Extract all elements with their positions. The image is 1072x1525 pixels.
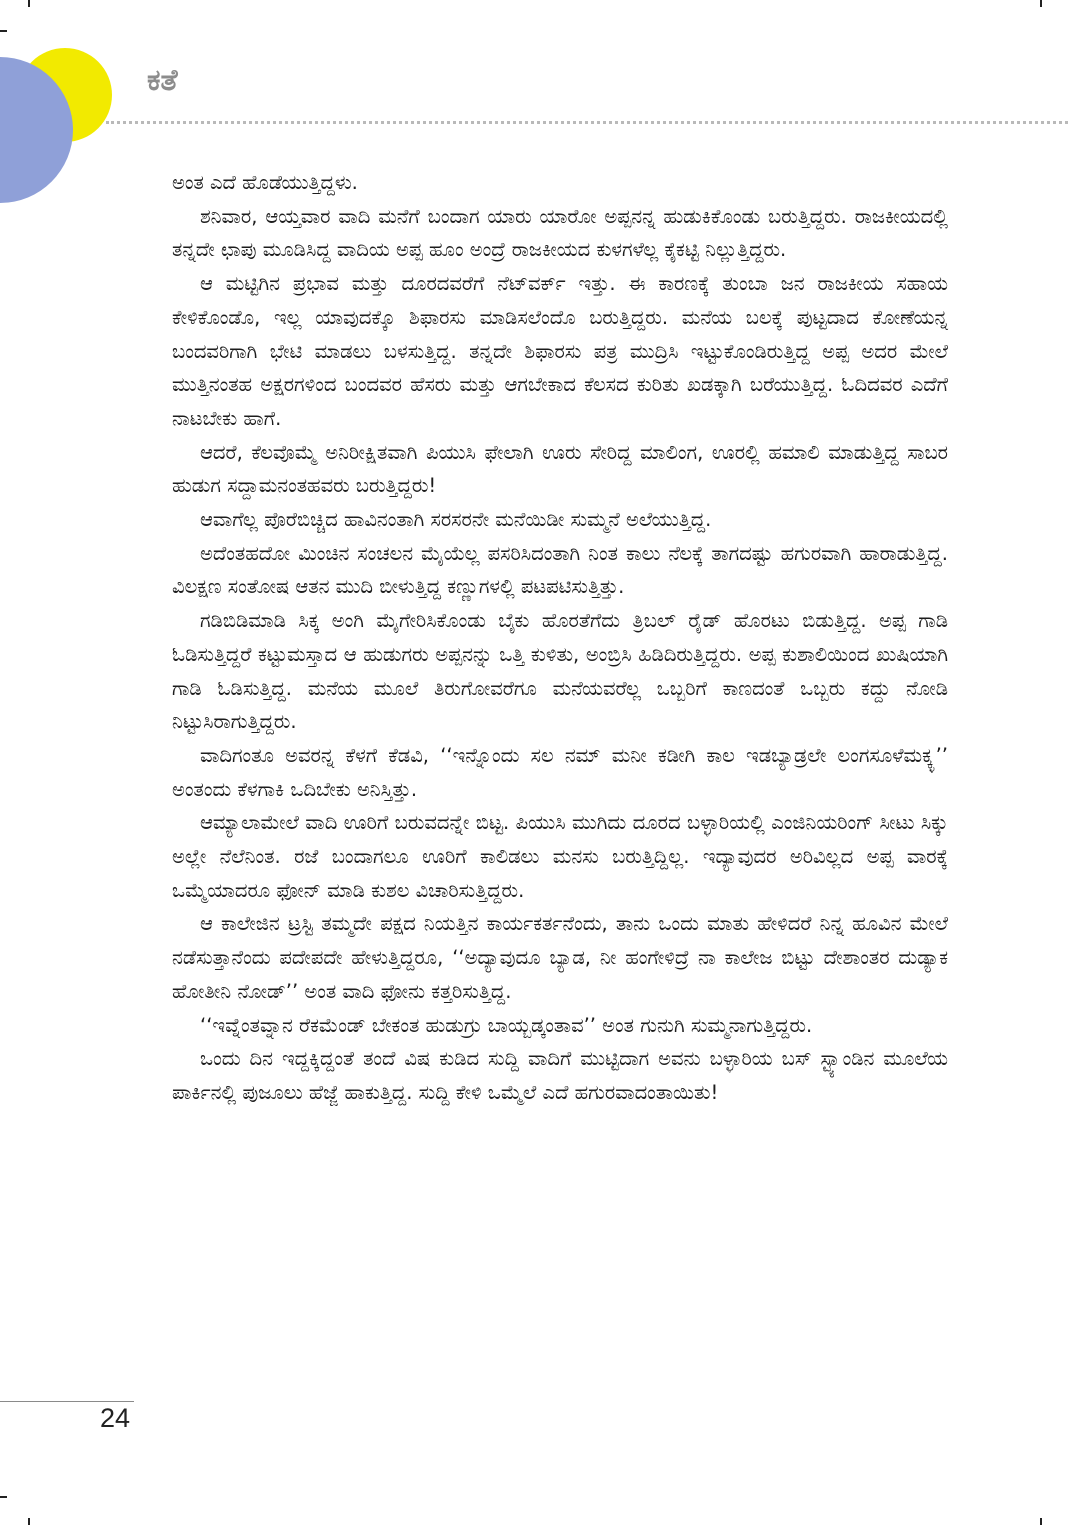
crop-mark-top-right bbox=[1040, 0, 1042, 7]
story-body bbox=[172, 166, 948, 1110]
paragraph: ಆಮ್ಯಾಲಾಮೇಲೆ ವಾದಿ ಊರಿಗೆ ಬರುವದನ್ನೇ ಬಿಟ್ಟ. ಪಿಯುಸಿ ಮುಗಿದು ದೂರದ ಬಳ್ಳಾರಿಯಲ್ಲಿ ಎಂಜಿನಿಯರಿಂಗ್ ಸೀಟು ಸಿಕ್ಕು ಅಲ್ಲೇ ನೆಲೆನಿಂತ. ರಜೆ ಬಂದಾಗಲೂ ಊರಿಗೆ ಕಾಲಿಡಲು ಮನಸು ಬರುತ್ತಿದ್ದಿಲ್ಲ. ಇದ್ಯಾವುದರ ಅರಿವಿಲ್ಲದ ಅಪ್ಪ ವಾರಕ್ಕೆ ಒಮ್ಮೆಯಾದರೂ ಫೋನ್ ಮಾಡಿ ಕುಶಲ ವಿಚಾರಿಸುತ್ತಿದ್ದರು. bbox=[172, 811, 948, 902]
paragraph: ಗಡಿಬಿಡಿಮಾಡಿ ಸಿಕ್ಕ ಅಂಗಿ ಮೈಗೇರಿಸಿಕೊಂಡು ಬೈಕು ಹೊರತೆಗೆದು ತ್ರಿಬಲ್ ರೈಡ್ ಹೊರಟು ಬಿಡುತ್ತಿದ್ದ. ಅಪ್ಪ ಗಾಡಿ ಓಡಿಸುತ್ತಿದ್ದರೆ ಕಟ್ಟುಮಸ್ತಾದ ಆ ಹುಡುಗರು ಅಪ್ಪನನ್ನು ಒತ್ತಿ ಕುಳಿತು, ಅಂಬ್ರಿಸಿ ಹಿಡಿದಿರುತ್ತಿದ್ದರು. ಅಪ್ಪ ಕುಶಾಲಿಯಿಂದ ಖುಷಿಯಾಗಿ ಗಾಡಿ ಓಡಿಸುತ್ತಿದ್ದ. ಮನೆಯ ಮೂಲೆ ತಿರುಗೋವರೆಗೂ ಮನೆಯವರೆಲ್ಲ ಒಬ್ಬರಿಗೆ ಕಾಣದಂತೆ ಒಬ್ಬರು ಕದ್ದು ನೋಡಿ ನಿಟ್ಟುಸಿರಾಗುತ್ತಿದ್ದರು. bbox=[172, 609, 948, 734]
crop-mark-left-bottom bbox=[0, 1496, 7, 1498]
decorative-circles bbox=[0, 0, 140, 220]
page-number: 24 bbox=[100, 1403, 131, 1433]
paragraph: ಅದೆಂತಹದೋ ಮಿಂಚಿನ ಸಂಚಲನ ಮೈಯೆಲ್ಲ ಪಸರಿಸಿದಂತಾಗಿ ನಿಂತ ಕಾಲು ನೆಲಕ್ಕೆ ತಾಗದಷ್ಟು ಹಗುರವಾಗಿ ಹಾರಾಡುತ್ತಿದ್ದ. ವಿಲಕ್ಷಣ ಸಂತೋಷ ಆತನ ಮುದಿ ಬೀಳುತ್ತಿದ್ದ ಕಣ್ಣುಗಳಲ್ಲಿ ಪಟಪಟಿಸುತ್ತಿತ್ತು. bbox=[172, 541, 948, 599]
paragraph: ಶನಿವಾರ, ಆಯ್ತವಾರ ವಾದಿ ಮನೆಗೆ ಬಂದಾಗ ಯಾರು ಯಾರೋ ಅಪ್ಪನನ್ನ ಹುಡುಕಿಕೊಂಡು ಬರುತ್ತಿದ್ದರು. ರಾಜಕೀಯದಲ್ಲಿ ತನ್ನದೇ ಛಾಪು ಮೂಡಿಸಿದ್ದ ವಾದಿಯ ಅಪ್ಪ ಹೂಂ ಅಂದ್ರೆ ರಾಜಕೀಯದ ಕುಳಗಳೆಲ್ಲ ಕೈಕಟ್ಟಿ ನಿಲ್ಲುತ್ತಿದ್ದರು. bbox=[172, 204, 948, 262]
crop-mark-bottom-right bbox=[1040, 1518, 1042, 1525]
paragraph: ಅಂತ ಎದೆ ಹೊಡೆಯುತ್ತಿದ್ದಳು. bbox=[172, 171, 358, 194]
paragraph: ಆ ಕಾಲೇಜಿನ ಟ್ರಸ್ಟಿ ತಮ್ಮದೇ ಪಕ್ಷದ ನಿಯತ್ತಿನ ಕಾರ್ಯಕರ್ತನೆಂದು, ತಾನು ಒಂದು ಮಾತು ಹೇಳಿದರೆ ನಿನ್ನ ಹೂವಿನ ಮೇಲೆ ನಡೆಸುತ್ತಾನೆಂದು ಪದೇಪದೇ ಹೇಳುತ್ತಿದ್ದರೂ, ‘‘ಅದ್ಯಾವುದೂ ಬ್ಯಾಡ, ನೀ ಹಂಗೇಳಿದ್ರೆ ನಾ ಕಾಲೇಜ ಬಿಟ್ಟು ದೇಶಾಂತರ ದುಡ್ಯಾಕ ಹೋತೀನಿ ನೋಡ್’’ ಅಂತ ವಾದಿ ಫೋನು ಕತ್ತರಿಸುತ್ತಿದ್ದ. bbox=[172, 912, 948, 1003]
paragraph: ‘‘ಇವ್ನೆಂತವ್ನಾನ ರೆಕಮೆಂಡ್ ಬೇಕಂತ ಹುಡುಗ್ರು ಬಾಯ್ಬಡ್ಕಂತಾವ’’ ಅಂತ ಗುನುಗಿ ಸುಮ್ಮನಾಗುತ್ತಿದ್ದರು. bbox=[200, 1013, 813, 1037]
paragraph: ಒಂದು ದಿನ ಇದ್ದಕ್ಕಿದ್ದಂತೆ ತಂದೆ ವಿಷ ಕುಡಿದ ಸುದ್ದಿ ವಾದಿಗೆ ಮುಟ್ಟಿದಾಗ ಅವನು ಬಳ್ಳಾರಿಯ ಬಸ್ ಸ್ಟ್ಯಾಂಡಿನ ಮೂಲೆಯ ಪಾರ್ಕಿನಲ್ಲಿ ಪುಜೂಲು ಹೆಜ್ಜೆ ಹಾಕುತ್ತಿದ್ದ. ಸುದ್ದಿ ಕೇಳಿ ಒಮ್ಮೆಲೆ ಎದೆ ಹಗುರವಾದಂತಾಯಿತು! bbox=[172, 1047, 948, 1104]
paragraph: ಆವಾಗೆಲ್ಲ ಪೊರೆಬಿಚ್ಚಿದ ಹಾವಿನಂತಾಗಿ ಸರಸರನೇ ಮನೆಯಿಡೀ ಸುಮ್ಮನೆ ಅಲೆಯುತ್ತಿದ್ದ. bbox=[200, 508, 712, 532]
paragraph: ಆದರೆ, ಕೆಲವೊಮ್ಮೆ ಅನಿರೀಕ್ಷಿತವಾಗಿ ಪಿಯುಸಿ ಫೇಲಾಗಿ ಊರು ಸೇರಿದ್ದ ಮಾಲಿಂಗ, ಊರಲ್ಲಿ ಹಮಾಲಿ ಮಾಡುತ್ತಿದ್ದ ಸಾಬರ ಹುಡುಗ ಸದ್ದಾಮನಂತಹವರು ಬರುತ್ತಿದ್ದರು! bbox=[172, 440, 948, 498]
paragraph: ಆ ಮಟ್ಟಿಗಿನ ಪ್ರಭಾವ ಮತ್ತು ದೂರದವರೆಗೆ ನೆಟ್‌ವರ್ಕ್ ಇತ್ತು. ಈ ಕಾರಣಕ್ಕೆ ತುಂಬಾ ಜನ ರಾಜಕೀಯ ಸಹಾಯ ಕೇಳಿಕೊಂಡೊ, ಇಲ್ಲ ಯಾವುದಕ್ಕೊ ಶಿಫಾರಸು ಮಾಡಿಸಲೆಂದೊ ಬರುತ್ತಿದ್ದರು. ಮನೆಯ ಬಲಕ್ಕೆ ಪುಟ್ಟದಾದ ಕೋಣೆಯನ್ನ ಬಂದವರಿಗಾಗಿ ಭೇಟಿ ಮಾಡಲು ಬಳಸುತ್ತಿದ್ದ. ತನ್ನದೇ ಶಿಫಾರಸು ಪತ್ರ ಮುದ್ರಿಸಿ ಇಟ್ಟುಕೊಂಡಿರುತ್ತಿದ್ದ ಅಪ್ಪ ಅದರ ಮೇಲೆ ಮುತ್ತಿನಂತಹ ಅಕ್ಷರಗಳಿಂದ ಬಂದವರ ಹೆಸರು ಮತ್ತು ಆಗಬೇಕಾದ ಕೆಲಸದ ಕುರಿತು ಖಡಕ್ಕಾಗಿ ಬರೆಯುತ್ತಿದ್ದ. ಓದಿದವರ ಎದೆಗೆ ನಾಟಬೇಕು ಹಾಗೆ. bbox=[172, 272, 948, 430]
paragraph: ವಾದಿಗಂತೂ ಅವರನ್ನ ಕೆಳಗೆ ಕೆಡವಿ, ‘‘ಇನ್ನೊಂದು ಸಲ ನಮ್ ಮನೀ ಕಡೀಗಿ ಕಾಲ ಇಡಬ್ಯಾಡ್ರಲೇ ಲಂಗಸೂಳೆಮಕ್ಕ್ಳ’’ ಅಂತಂದು ಕೆಳಗಾಕಿ ಒದಿಬೇಕು ಅನಿಸ್ತಿತ್ತು. bbox=[172, 743, 948, 801]
crop-mark-bottom-left bbox=[28, 1518, 30, 1525]
header-dotted-rule bbox=[106, 121, 1068, 124]
section-title: ಕತೆ bbox=[147, 63, 178, 98]
